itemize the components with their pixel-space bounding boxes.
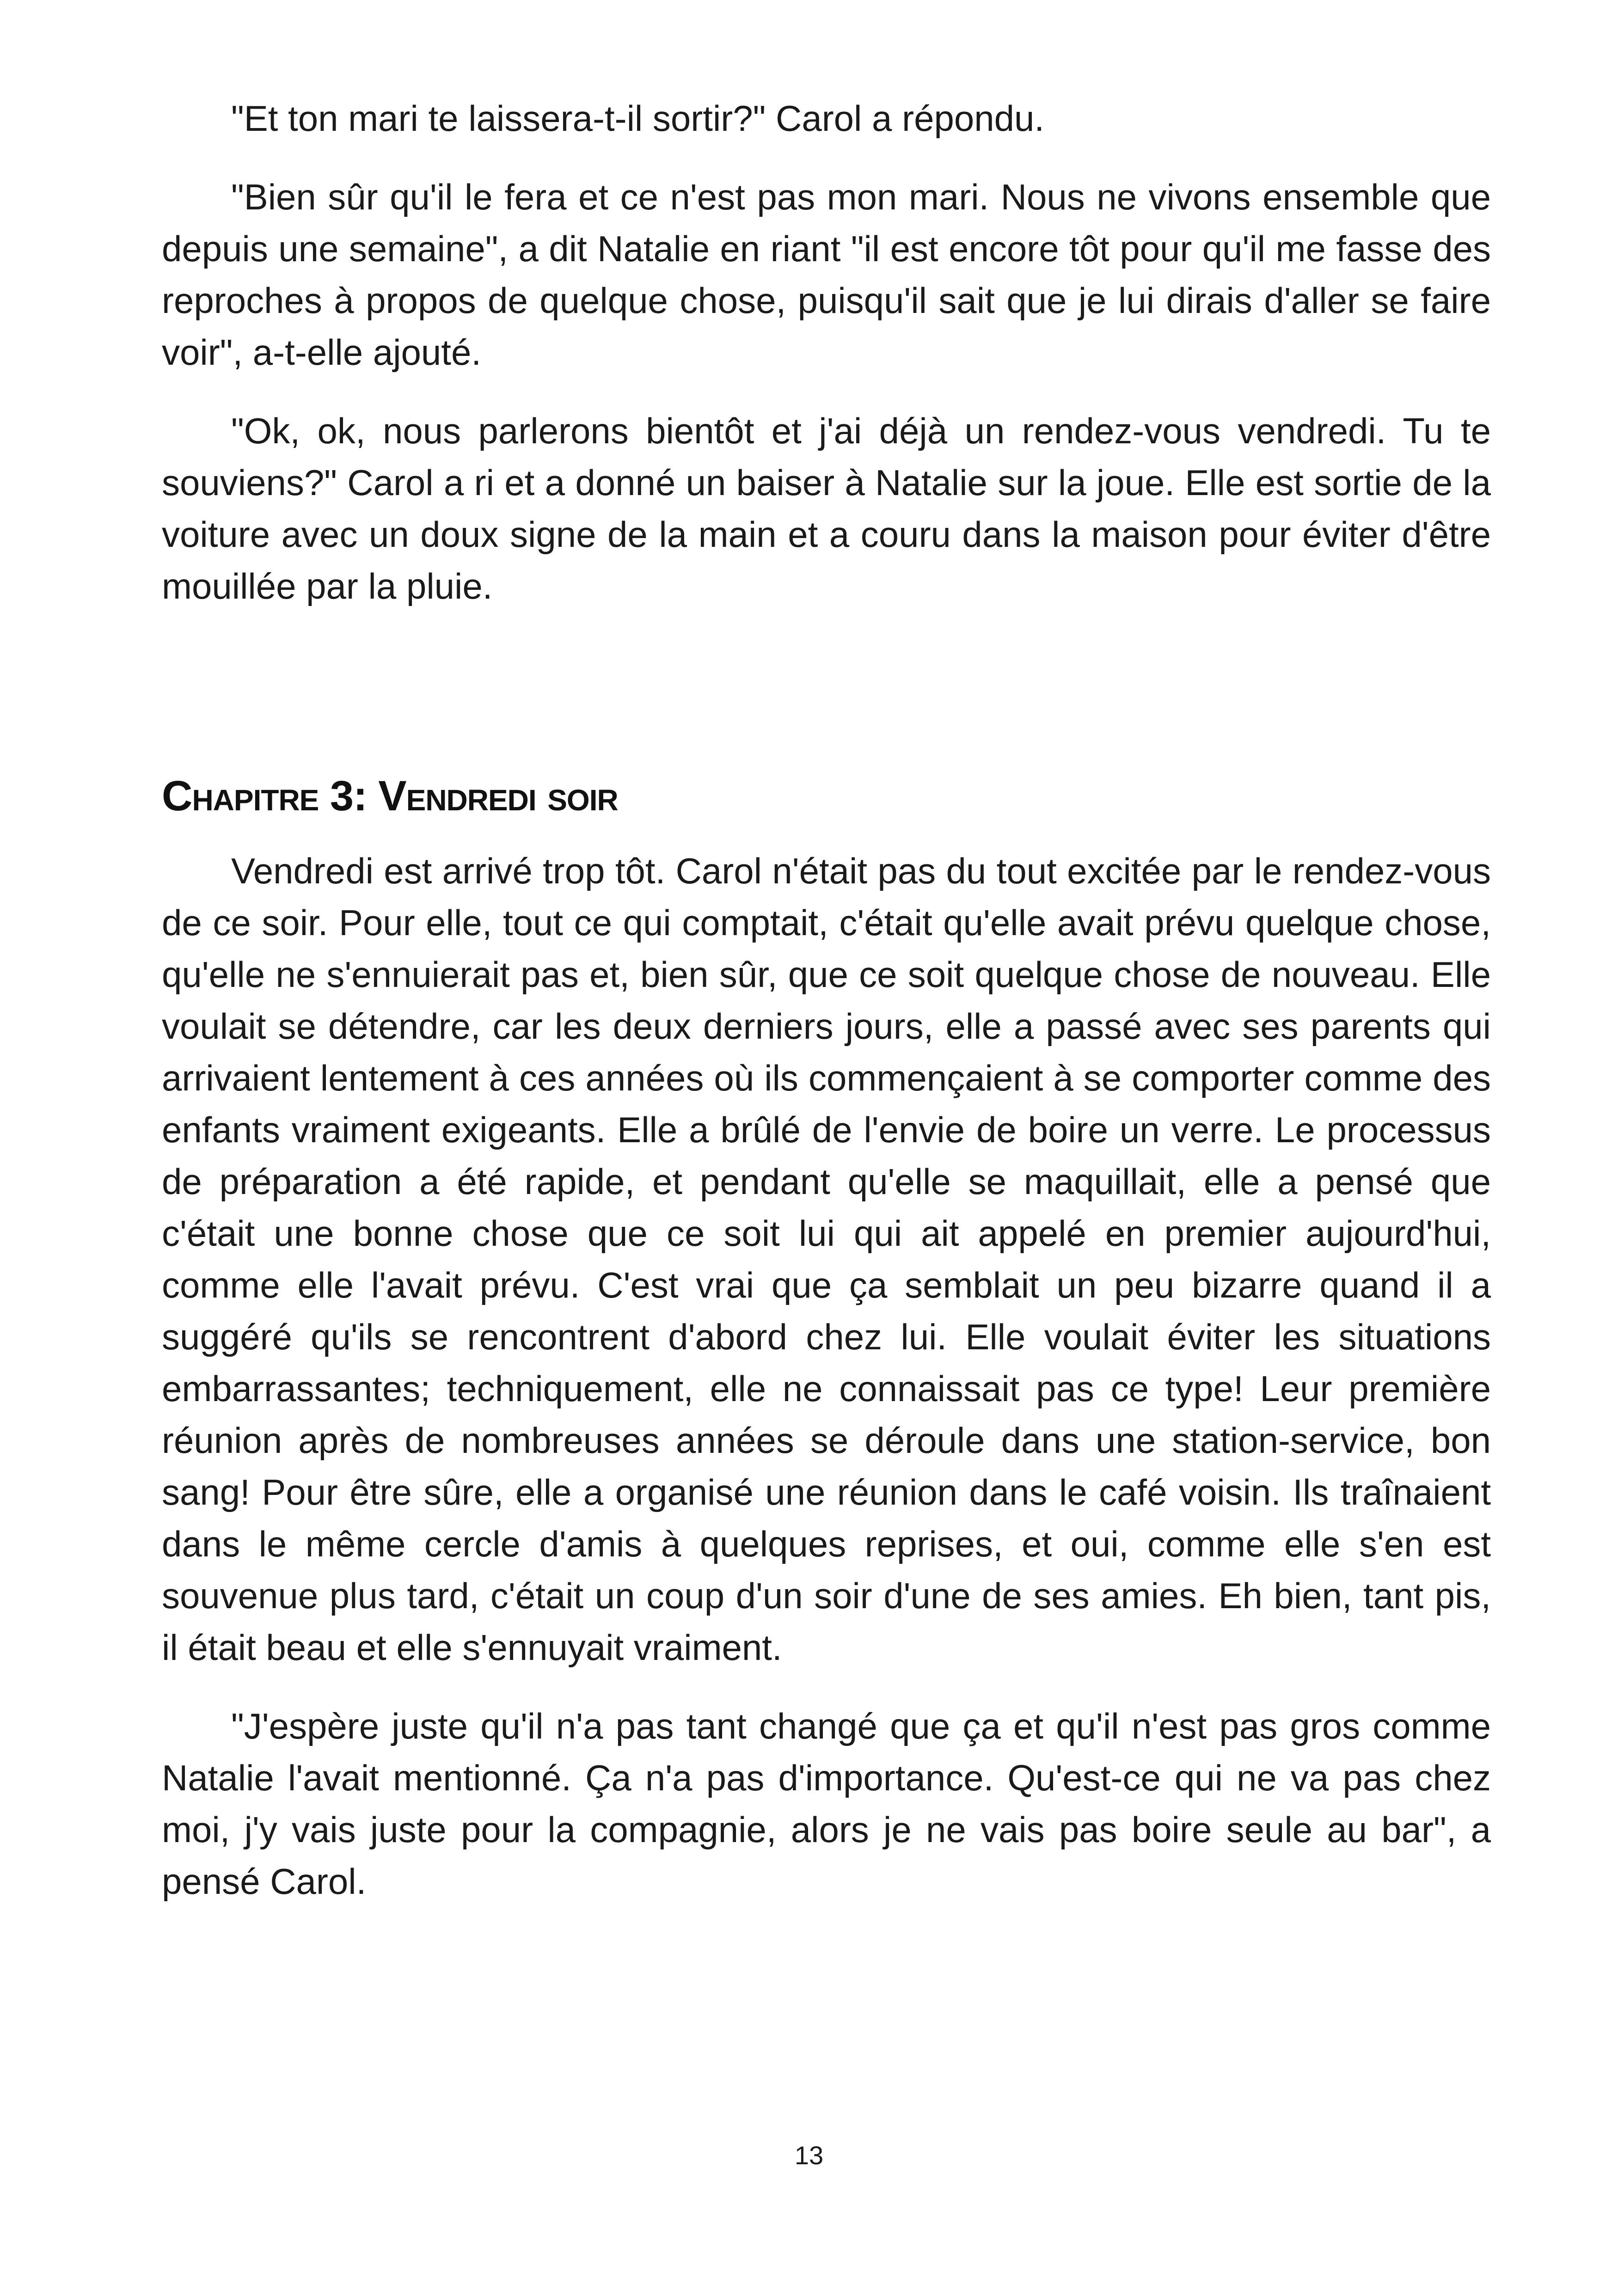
- page-number: 13: [794, 2141, 824, 2170]
- book-page: [162, 92, 1491, 1934]
- paragraph: "Et ton mari te laissera-t-il sortir?" Carol a répondu.: [231, 98, 1045, 139]
- paragraph: Vendredi est arrivé trop tôt. Carol n'était pas du tout excitée par le rendez-vous de ce soir. Pour elle, tout ce qui comptait, c'était qu'elle avait prévu quelque chose, qu'elle ne s'ennuierait pas et, bien sûr, que ce soit quelque chose de nouveau. Elle voulait se détendre, car les deux derniers jours, elle a passé avec ses parents qui arrivaient lentement à ces années où ils commençaient à se comporter comme des enfants vraiment exigeants. Elle a brûlé de l'envie de boire un verre. Le processus de préparation a été rapide, et pendant qu'elle se maquillait, elle a pensé que c'était une bonne chose que ce soit lui qui ait appelé en premier aujourd'hui, comme elle l'avait prévu. C'est vrai que ça semblait un peu bizarre quand il a suggéré qu'ils se rencontrent d'abord chez lui. Elle voulait éviter les situations embarrassantes; techniquement, elle ne connaissait pas ce type! Leur première réunion après de nombreuses années se déroule dans une station-service, bon sang! Pour être sûre, elle a organisé une réunion dans le café voisin. Ils traînaient dans le même cercle d'amis à quelques reprises, et oui, comme elle s'en est souvenue plus tard, c'était un coup d'un soir d'une de ses amies. Eh bien, tant pis, il était beau et elle s'ennuyait vraiment.: [162, 851, 1491, 1668]
- paragraph: "Ok, ok, nous parlerons bientôt et j'ai déjà un rendez-vous vendredi. Tu te souviens?" Carol a ri et a donné un baiser à Natalie sur la joue. Elle est sortie de la voiture avec un doux signe de la main et a couru dans la maison pour éviter d'être mouillée par la pluie.: [162, 410, 1491, 606]
- paragraph: "J'espère juste qu'il n'a pas tant changé que ça et qu'il n'est pas gros comme Natalie l'avait mentionné. Ça n'a pas d'importance. Qu'est-ce qui ne va pas chez moi, j'y vais juste pour la compagnie, alors je ne vais pas boire seule au bar", a pensé Carol.: [162, 1706, 1491, 1902]
- chapter-heading: Chapitre 3: Vendredi soir: [162, 772, 618, 820]
- paragraph: "Bien sûr qu'il le fera et ce n'est pas mon mari. Nous ne vivons ensemble que depuis une semaine", a dit Natalie en riant "il est encore tôt pour qu'il me fasse des reproches à propos de quelque chose, puisqu'il sait que je lui dirais d'aller se faire voir", a-t-elle ajouté.: [162, 177, 1491, 373]
